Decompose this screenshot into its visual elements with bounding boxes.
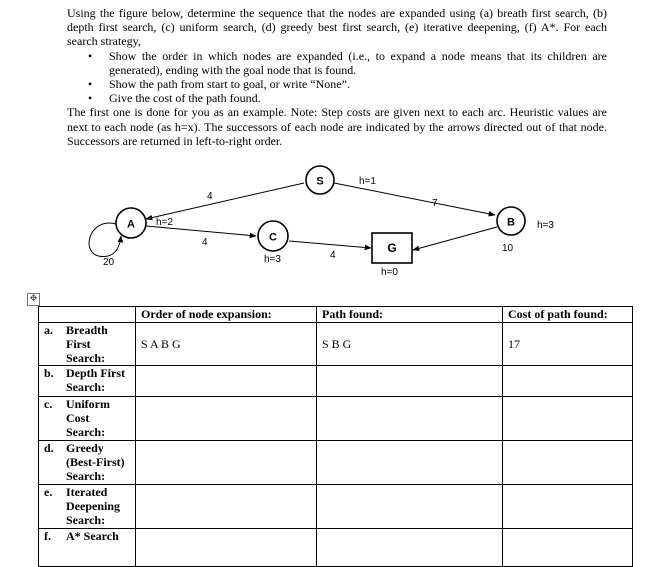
path-cell[interactable]	[317, 441, 503, 485]
row-label-cell	[39, 397, 136, 441]
move-handle-icon[interactable]: ✥	[27, 293, 40, 306]
cost-cell[interactable]	[503, 397, 633, 441]
table-row	[39, 441, 633, 485]
row-name: A* Search	[66, 529, 119, 543]
question-note: The first one is done for you as an example. Note: Step costs are given next to each arc. Heuristic values are next to each node (as h=x). The successors of each node are indicated by the arrows directed out of that node. Successors are returned in left-to-right order.	[67, 105, 607, 148]
cost-value	[508, 485, 627, 499]
cost-value	[508, 529, 627, 543]
heuristic-b: h=3	[537, 220, 554, 231]
row-letter: a.	[44, 323, 53, 337]
table-row	[39, 397, 633, 441]
cost-b-g: 10	[502, 243, 514, 254]
row-letter: b.	[44, 366, 54, 380]
row-name: Breadth First Search:	[66, 323, 108, 365]
cost-cell[interactable]	[503, 441, 633, 485]
path-value	[322, 485, 497, 499]
cost-c-g: 4	[330, 250, 336, 261]
order-value	[141, 441, 311, 455]
header-cell-empty	[39, 307, 136, 323]
question-intro: Using the figure below, determine the sequence that the nodes are expanded using (a) breath first search, (b) depth first search, (c) uniform search, (d) greedy best first search, (e) iterative deepening, (f) A*. For each search strategy,	[67, 6, 607, 49]
path-cell[interactable]	[317, 485, 503, 529]
row-letter: c.	[44, 397, 53, 411]
cost-a-c: 4	[202, 237, 208, 248]
node-g-goal	[372, 233, 412, 263]
heuristic-s: h=1	[359, 176, 376, 187]
order-value: S A B G	[141, 337, 181, 351]
node-a-label: A	[127, 218, 135, 231]
instruction-item: • Give the cost of the path found.	[109, 91, 607, 105]
cost-value	[508, 441, 627, 455]
cost-cell[interactable]	[503, 485, 633, 529]
table-header-row	[39, 307, 633, 323]
row-name: Depth First Search:	[66, 366, 125, 394]
node-a	[116, 208, 146, 238]
cost-s-a: 4	[207, 191, 213, 202]
order-value	[141, 366, 311, 380]
edge-b-g	[413, 227, 497, 250]
order-value	[141, 397, 311, 411]
row-name: Iterated Deepening Search:	[66, 485, 120, 527]
order-cell[interactable]	[136, 397, 317, 441]
edge-s-b	[334, 183, 495, 215]
row-label-cell	[39, 323, 136, 366]
header-order: Order of node expansion:	[136, 307, 317, 323]
row-name: Greedy (Best-First) Search:	[66, 441, 125, 483]
order-cell[interactable]	[136, 366, 317, 397]
cost-value: 17	[508, 337, 520, 351]
answer-table	[38, 306, 633, 567]
heuristic-g: h=0	[381, 267, 398, 278]
row-label-cell	[39, 366, 136, 397]
order-cell[interactable]	[136, 529, 317, 567]
cost-cell[interactable]	[503, 529, 633, 567]
path-value	[322, 529, 497, 543]
table-row	[39, 529, 633, 567]
cost-cell[interactable]	[503, 366, 633, 397]
cost-s-b: 7	[432, 198, 438, 209]
row-letter: f.	[44, 529, 51, 543]
node-b-label: B	[507, 216, 515, 229]
node-s-label: S	[316, 175, 324, 188]
row-label-cell	[39, 529, 136, 567]
path-cell[interactable]	[317, 366, 503, 397]
table-row	[39, 485, 633, 529]
node-s	[306, 166, 334, 194]
order-cell[interactable]	[136, 485, 317, 529]
order-cell[interactable]	[136, 441, 317, 485]
header-path: Path found:	[317, 307, 503, 323]
row-name: Uniform Cost Search:	[66, 397, 110, 439]
table-row	[39, 366, 633, 397]
order-cell[interactable]	[136, 323, 317, 366]
path-value	[322, 441, 497, 455]
cost-value	[508, 366, 627, 380]
order-value	[141, 529, 311, 543]
table-row	[39, 323, 633, 366]
path-cell[interactable]	[317, 397, 503, 441]
row-label-cell	[39, 485, 136, 529]
path-cell[interactable]	[317, 323, 503, 366]
path-value	[322, 397, 497, 411]
heuristic-a: h=2	[156, 217, 173, 228]
path-value	[322, 366, 497, 380]
instruction-item: • Show the path from start to goal, or write “None”.	[109, 77, 607, 91]
header-cost: Cost of path found:	[503, 307, 633, 323]
row-label-cell	[39, 441, 136, 485]
order-value	[141, 485, 311, 499]
heuristic-c: h=3	[264, 254, 281, 265]
path-value: S B G	[322, 337, 352, 351]
path-cell[interactable]	[317, 529, 503, 567]
node-c-label: C	[269, 231, 277, 244]
row-letter: e.	[44, 485, 53, 499]
instruction-item: • Show the order in which nodes are expanded (i.e., to expand a node means that its children are generated), ending with the goal node that is found.	[109, 49, 607, 77]
edge-c-g	[289, 241, 371, 248]
cost-a-a: 20	[103, 257, 115, 268]
cost-cell[interactable]	[503, 323, 633, 366]
node-b	[497, 207, 525, 235]
node-g-label: G	[387, 241, 397, 255]
row-letter: d.	[44, 441, 54, 455]
edge-s-a	[146, 183, 304, 219]
cost-value	[508, 397, 627, 411]
node-c	[258, 221, 288, 251]
